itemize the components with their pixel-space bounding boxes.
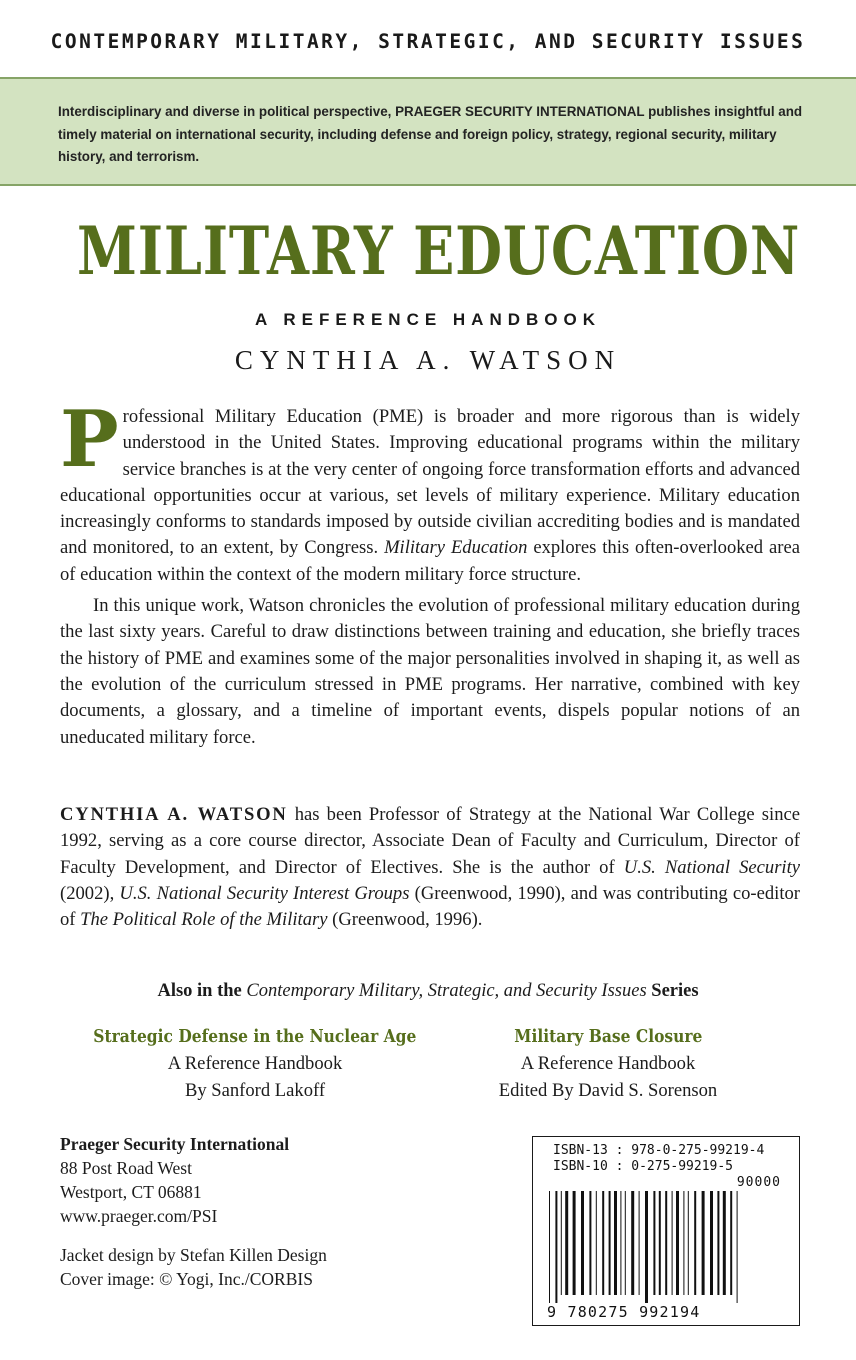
barcode-bar [631, 1191, 634, 1295]
barcode-bar [688, 1191, 689, 1295]
publisher-address-line-1: 88 Post Road West [60, 1158, 192, 1178]
series-blurb-band [0, 77, 856, 186]
related-book-subtitle: A Reference Handbook [520, 1053, 696, 1074]
description-paragraph-1 [60, 394, 800, 588]
barcode-bar [672, 1191, 673, 1295]
barcode-bar [565, 1191, 568, 1295]
barcode-bar [723, 1191, 726, 1295]
bio-work-1: U.S. National Security [623, 856, 801, 878]
isbn-13: ISBN-13 : 978-0-275-99219-4 [553, 1143, 765, 1158]
barcode-bar [676, 1191, 679, 1295]
barcode-bar [555, 1191, 557, 1303]
also-suffix: Series [646, 981, 699, 1001]
also-prefix: Also in the [157, 981, 247, 1001]
barcode-bar [665, 1191, 667, 1295]
drop-cap: P [60, 394, 119, 485]
bio-text-2: (2002), [60, 882, 120, 904]
description-book-title: Military Education [384, 537, 528, 559]
bio-work-3: The Political Role of the Military [80, 909, 328, 931]
barcode-bar [702, 1191, 705, 1295]
related-book-title: Military Base Closure [513, 1026, 703, 1047]
barcode-bar [625, 1191, 626, 1295]
barcode-bar [581, 1191, 584, 1295]
barcode-bar [602, 1191, 604, 1295]
barcode-bar [573, 1191, 576, 1295]
publisher-website: www.praeger.com/PSI [60, 1206, 218, 1226]
barcode-bar [710, 1191, 713, 1295]
bio-text-1: has been Professor of Strategy at the National War College since 1992, serving as a core course director, Associate Dean of Faculty and Curriculum, Director of Faculty Development, and Director of Electives. She is the author of [60, 804, 801, 878]
publisher-address-line-2: Westport, CT 06881 [60, 1182, 202, 1202]
barcode-bar [683, 1191, 684, 1295]
cover-image-credit: Cover image: © Yogi, Inc./CORBIS [60, 1269, 313, 1289]
related-book-title: Strategic Defense in the Nuclear Age [93, 1026, 417, 1047]
related-book-author: By Sanford Lakoff [184, 1080, 326, 1101]
publisher-info [60, 1132, 460, 1228]
barcode-bar [589, 1191, 591, 1295]
author-bio [60, 802, 800, 933]
bio-author-name: CYNTHIA A. WATSON [60, 804, 288, 825]
design-credits [60, 1243, 460, 1291]
barcode-bar [694, 1191, 696, 1295]
barcode-bar [549, 1191, 550, 1303]
book-description [60, 394, 800, 751]
barcode-bar [620, 1191, 621, 1295]
barcode-bar [614, 1191, 617, 1295]
price-code: 90000 [736, 1175, 781, 1190]
barcode-bar [730, 1191, 732, 1295]
barcode-bar [596, 1191, 597, 1295]
description-text-1: rofessional Military Education (PME) is broader and more rigorous than is widely understood in the United States. Improving educational programs within the military service branches is at the very center of ongoing force transformation efforts and advanced educational opportunities occur at various, set levels of military experience. Military education increasingly conforms to standards imposed by outside civilian accrediting bodies and is mandated and monitored, to an extent, by Congress. [60, 406, 800, 559]
series-blurb: Interdisciplinary and diverse in political perspective, PRAEGER SECURITY INTERNATIONAL publishes insightful and timely material on international security, including defense and foreign policy, strategy, regional security, military history, and terrorism. [58, 104, 803, 164]
isbn-barcode-box [532, 1136, 800, 1326]
bio-text-4: (Greenwood, 1996). [327, 909, 483, 931]
barcode-bars [547, 1191, 787, 1303]
barcode-bar [653, 1191, 655, 1295]
book-author: CYNTHIA A. WATSON [234, 345, 622, 375]
barcode-bar [645, 1191, 648, 1303]
jacket-credit: Jacket design by Stefan Killen Design [60, 1245, 327, 1265]
barcode-bar [561, 1191, 562, 1295]
related-book-author: Edited By David S. Sorenson [498, 1080, 718, 1101]
barcode-bar [639, 1191, 640, 1295]
barcode-bar [737, 1191, 738, 1303]
description-paragraph-2: In this unique work, Watson chronicles the evolution of professional military education during the last sixty years. Careful to draw distinctions between training and education, she briefly traces the history of PME and examines some of the major personalities involved in shaping it, as well as the evolution of the curriculum stressed in PME programs. Her narrative, combined with key documents, a glossary, and a timeline of important events, dispels popular notions of an uneducated military force. [60, 595, 800, 748]
related-book-1 [60, 1023, 450, 1104]
series-heading: CONTEMPORARY MILITARY, STRATEGIC, AND SECURITY ISSUES [50, 30, 806, 53]
isbn-10: ISBN-10 : 0-275-99219-5 [553, 1159, 734, 1174]
also-series-name: Contemporary Military, Strategic, and Security Issues [246, 981, 647, 1001]
barcode-bar [717, 1191, 719, 1295]
barcode-bar [659, 1191, 661, 1295]
related-book-2 [470, 1023, 746, 1104]
bio-work-2: U.S. National Security Interest Groups [119, 882, 410, 904]
related-book-subtitle: A Reference Handbook [167, 1053, 343, 1074]
publisher-name: Praeger Security International [60, 1134, 290, 1154]
also-in-series-heading [0, 981, 856, 1002]
description-text-1-end: explores this often-overlooked area of education within the context of the modern military force structure. [60, 537, 800, 585]
barcode-bar [609, 1191, 611, 1295]
bio-text-3: (Greenwood, 1990), and was contributing co-editor of [60, 882, 800, 931]
book-subtitle: A REFERENCE HANDBOOK [254, 310, 602, 329]
book-title: MILITARY EDUCATION [77, 212, 801, 290]
barcode-digits: 9 780275 992194 [547, 1303, 701, 1321]
